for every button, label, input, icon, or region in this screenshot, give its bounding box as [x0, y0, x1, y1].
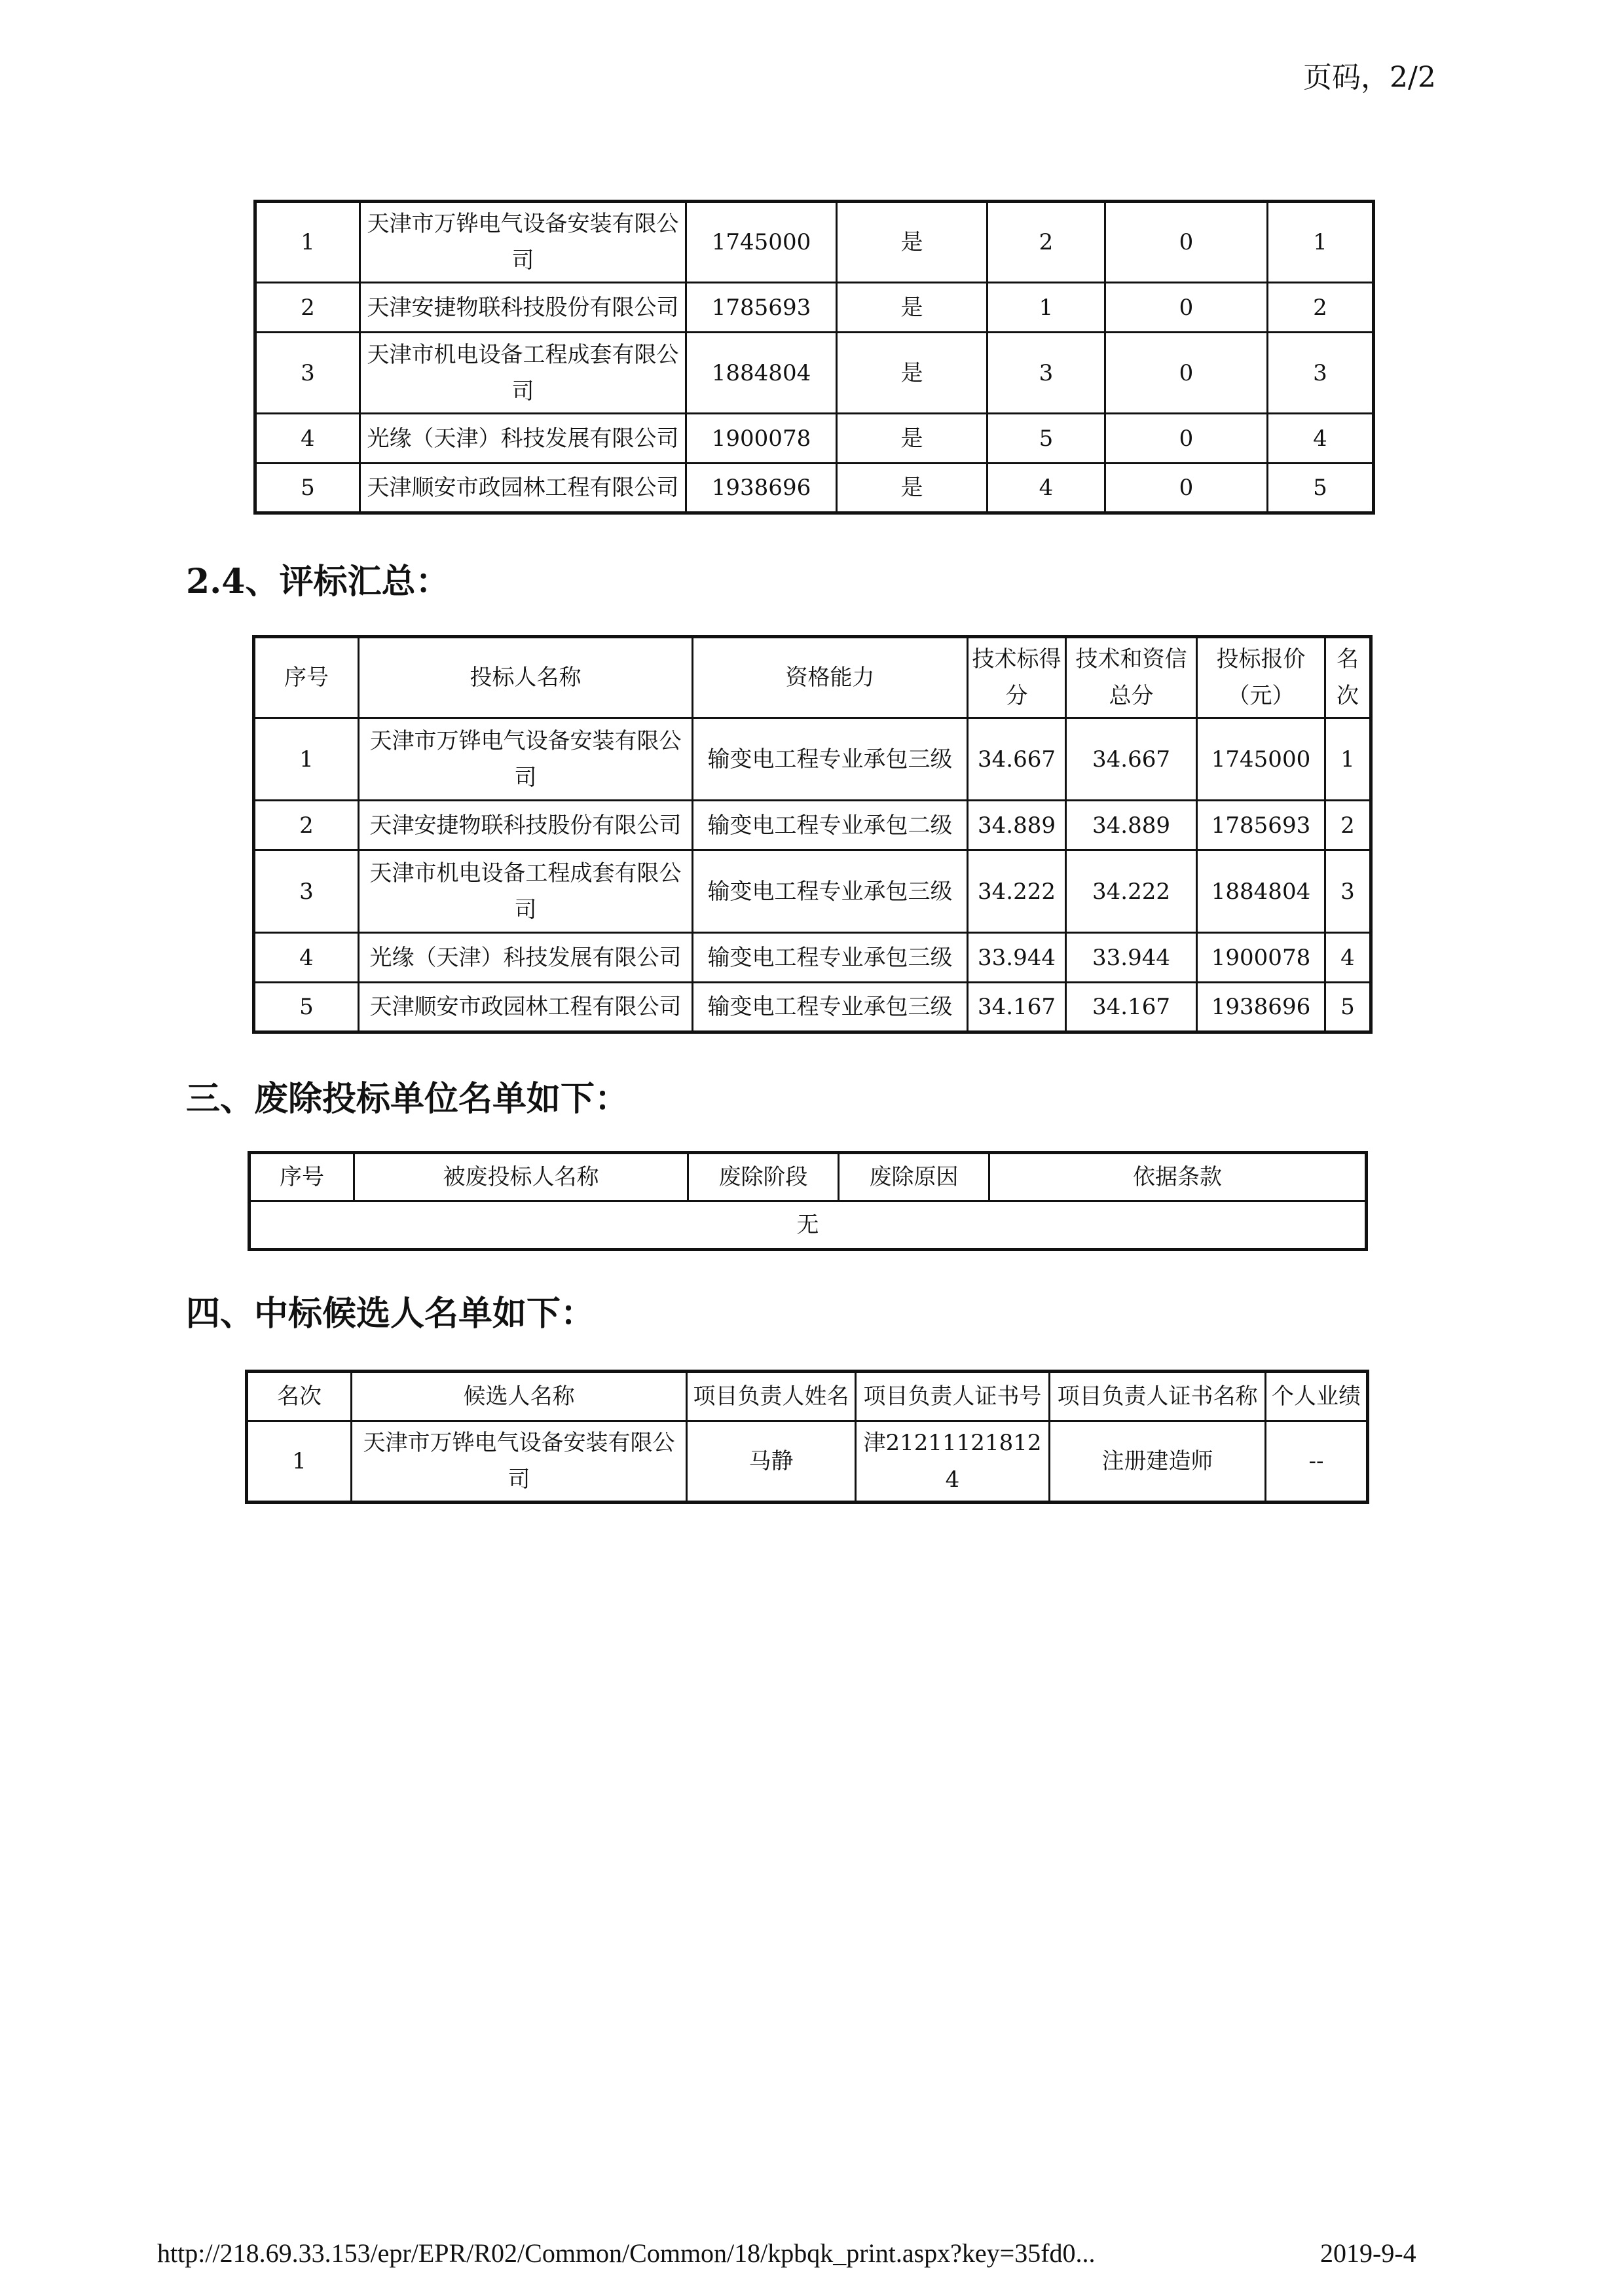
table-row: [255, 414, 1374, 464]
cell: 5: [255, 464, 360, 513]
winning-candidates-table: [245, 1370, 1369, 1504]
cell: 33.944: [1066, 933, 1197, 983]
cell: 1884804: [686, 333, 837, 414]
table-header-row: [254, 637, 1371, 718]
cell: 天津市机电设备工程成套有限公司: [360, 333, 686, 414]
cell: 是: [837, 333, 987, 414]
column-header: 序号: [249, 1153, 354, 1201]
column-header: 废除阶段: [688, 1153, 839, 1201]
cell: 5: [1268, 464, 1374, 513]
section-heading-4: 四、中标候选人名单如下：: [186, 1294, 595, 1334]
bid-opening-table: [253, 200, 1375, 515]
cell: 2: [1268, 283, 1374, 333]
table-row: [255, 202, 1374, 283]
table-row: [247, 1421, 1368, 1503]
cell: 是: [837, 464, 987, 513]
cell: 1900078: [686, 414, 837, 464]
cell: 3: [1268, 333, 1374, 414]
cell: 2: [255, 283, 360, 333]
cell: 0: [1105, 414, 1268, 464]
cell: 33.944: [968, 933, 1066, 983]
column-header: 项目负责人证书号: [856, 1372, 1050, 1421]
cell: 34.667: [968, 718, 1066, 801]
cell: 1: [254, 718, 359, 801]
cell: 1: [1268, 202, 1374, 283]
cell: 马静: [687, 1421, 856, 1503]
cell: 天津市万铧电气设备安装有限公司: [360, 202, 686, 283]
cell: 34.222: [1066, 850, 1197, 933]
cell: 2: [987, 202, 1105, 283]
cell: 34.889: [1066, 801, 1197, 850]
table-row: [254, 983, 1371, 1032]
cell: 4: [1268, 414, 1374, 464]
empty-cell: 无: [249, 1201, 1367, 1250]
cell: 0: [1105, 283, 1268, 333]
page-number: 页码，2/2: [1303, 61, 1436, 94]
cell: 2: [1325, 801, 1371, 850]
column-header: 项目负责人证书名称: [1050, 1372, 1266, 1421]
table-row: [254, 933, 1371, 983]
table-row: [255, 283, 1374, 333]
cell: 0: [1105, 202, 1268, 283]
cell: 5: [1325, 983, 1371, 1032]
column-header: 个人业绩: [1266, 1372, 1368, 1421]
cell: 天津安捷物联科技股份有限公司: [359, 801, 693, 850]
cell: 光缘（天津）科技发展有限公司: [360, 414, 686, 464]
table-row: [254, 850, 1371, 933]
cell: 34.222: [968, 850, 1066, 933]
cell: 1785693: [686, 283, 837, 333]
cell: 1: [255, 202, 360, 283]
cell: 注册建造师: [1050, 1421, 1266, 1503]
column-header: 投标人名称: [359, 637, 693, 718]
cell: 5: [987, 414, 1105, 464]
cell: 1745000: [1197, 718, 1325, 801]
table-row: [254, 718, 1371, 801]
cell: 天津市机电设备工程成套有限公司: [359, 850, 693, 933]
evaluation-summary-table: [252, 635, 1373, 1034]
cell: 1: [247, 1421, 352, 1503]
table-row: [254, 801, 1371, 850]
cell: 1745000: [686, 202, 837, 283]
column-header: 项目负责人姓名: [687, 1372, 856, 1421]
cell: 34.167: [968, 983, 1066, 1032]
section-heading-2-4: 2.4、评标汇总：: [186, 562, 450, 602]
cell: 1938696: [1197, 983, 1325, 1032]
cell: 津212111218124: [856, 1421, 1050, 1503]
cell: 0: [1105, 464, 1268, 513]
table-row: [249, 1201, 1367, 1250]
cell: 1785693: [1197, 801, 1325, 850]
table-row: [255, 333, 1374, 414]
cell: 34.667: [1066, 718, 1197, 801]
column-header: 废除原因: [839, 1153, 989, 1201]
section-heading-3: 三、废除投标单位名单如下：: [186, 1079, 629, 1119]
table-row: [255, 464, 1374, 513]
cell: 4: [254, 933, 359, 983]
column-header: 依据条款: [989, 1153, 1367, 1201]
column-header: 资格能力: [693, 637, 968, 718]
footer-date: 2019-9-4: [1320, 2238, 1416, 2268]
cell: --: [1266, 1421, 1368, 1503]
cell: 34.167: [1066, 983, 1197, 1032]
cell: 输变电工程专业承包三级: [693, 933, 968, 983]
disqualified-bidders-table: [248, 1151, 1368, 1251]
cell: 1: [1325, 718, 1371, 801]
cell: 输变电工程专业承包三级: [693, 718, 968, 801]
cell: 天津市万铧电气设备安装有限公司: [352, 1421, 687, 1503]
cell: 天津顺安市政园林工程有限公司: [360, 464, 686, 513]
column-header: 名次: [1325, 637, 1371, 718]
table-header-row: [247, 1372, 1368, 1421]
cell: 输变电工程专业承包三级: [693, 850, 968, 933]
column-header: 序号: [254, 637, 359, 718]
cell: 输变电工程专业承包三级: [693, 983, 968, 1032]
column-header: 候选人名称: [352, 1372, 687, 1421]
cell: 2: [254, 801, 359, 850]
column-header: 名次: [247, 1372, 352, 1421]
cell: 输变电工程专业承包二级: [693, 801, 968, 850]
cell: 1900078: [1197, 933, 1325, 983]
cell: 是: [837, 202, 987, 283]
column-header: 投标报价（元）: [1197, 637, 1325, 718]
cell: 3: [1325, 850, 1371, 933]
column-header: 被废投标人名称: [354, 1153, 688, 1201]
cell: 3: [987, 333, 1105, 414]
cell: 4: [1325, 933, 1371, 983]
cell: 4: [255, 414, 360, 464]
cell: 34.889: [968, 801, 1066, 850]
cell: 1: [987, 283, 1105, 333]
cell: 天津安捷物联科技股份有限公司: [360, 283, 686, 333]
cell: 0: [1105, 333, 1268, 414]
cell: 是: [837, 283, 987, 333]
cell: 天津市万铧电气设备安装有限公司: [359, 718, 693, 801]
cell: 4: [987, 464, 1105, 513]
cell: 1884804: [1197, 850, 1325, 933]
cell: 5: [254, 983, 359, 1032]
column-header: 技术标得分: [968, 637, 1066, 718]
cell: 天津顺安市政园林工程有限公司: [359, 983, 693, 1032]
cell: 光缘（天津）科技发展有限公司: [359, 933, 693, 983]
column-header: 技术和资信总分: [1066, 637, 1197, 718]
cell: 3: [255, 333, 360, 414]
cell: 3: [254, 850, 359, 933]
footer-url: http://218.69.33.153/epr/EPR/R02/Common/Common/18/kpbqk_print.aspx?key=35fd0...: [157, 2238, 1096, 2268]
cell: 是: [837, 414, 987, 464]
cell: 1938696: [686, 464, 837, 513]
table-header-row: [249, 1153, 1367, 1201]
